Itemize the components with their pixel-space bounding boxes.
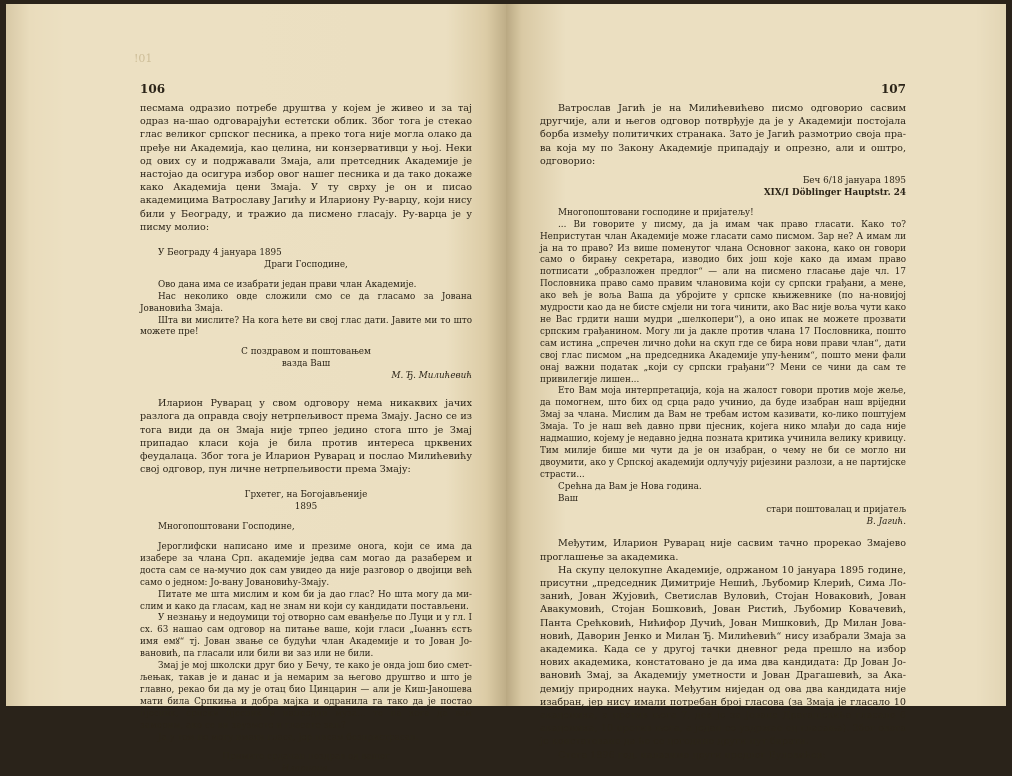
letter-closing: Срећна да Вам је Нова година. [558,481,702,492]
letter-signature: Илариона. [281,764,331,775]
letter-salutation: Многопоштовани Господине, [158,522,295,533]
right-page [506,4,1006,761]
letter-year: 1895 [294,502,318,513]
letter-salutation: Драги Господине, [264,259,348,270]
letter-salutation: Многопоштовани господине и пријатељу! [558,207,754,218]
letter-line: Јероглифски написано име и презиме онога, који се има да изабере за члана Срп. академије једва сам могао да разаберем и доста сам се на-мучио док сам увидео да није разговор о двојици већ само о једном: Јо-вану Јовановићу-Змају. [140,542,472,588]
paragraph: Међутим, Иларион Руварац није сасвим тачно прорекао Змајево проглашење за академика. [540,538,906,563]
paragraph: Ватрослав Јагић је на Милићевићево писмо одговорио сасвим другчије, али и његов одговор потврђује да је у Академији постојала борба између политичких странака. Зато је Јагић размотрио своја пра-ва која му по Закону Академије припадају и опрезно, али и оштро, одговорио: [540,103,906,167]
page-number: 106 [140,82,166,96]
paragraph: Стога 1896 год. налазимо други предлог Вуловићев: [558,749,826,761]
letter-place-date: Беч 6/18 јануара 1895 [802,176,906,187]
letter-closing: Ваш [558,493,578,504]
letter-line: Ја у том не могу имати гласа, јер нисам безпристрасан. [158,732,419,743]
letter-line: Нас неколико овде сложили смо се да гласамо за Јована Јовановића Змаја. [140,291,472,314]
paragraph: Иларион Руварац у свом одговору нема никаквих јачих разлога да оправда своју нетрпељивост према Змају. Јасно се из тога види да он Змаја није трпео једино стога што је Змај припадао класи која је била против интереса црквених феудалаца. Због тога је Иларион Руварац и послао Милићевићу свој одговор, пун личне нетрпељивости према Змају: [140,398,472,476]
letter-signature: В. Јагић. [866,517,906,528]
letter-line: Шта ви мислите? На кога ћете ви свој глас дати. Јавите ми то што можете пре! [140,315,472,338]
letter-closing: вазда Ваш [281,359,331,370]
letter-line: У незнању и недоумици тој отворно сам еванђеље по Луци и у гл. I сх. 63 нашао сам одговор на питање ваше, који гласи „Іωаннъ єстъ имя емꙋ“ тј. Јован звање се будући члан Академије и то Јован Јо-вановић, па гласали или били ви заз или не били. [140,613,472,660]
letter-milicevic [140,248,472,383]
letter-place-date: Грхетег, на Богојављеније [244,490,368,501]
letter-line: Питате ме шта мислим и ком би ја дао глас? Но шта могу да ми-слим и како да гласам, кад не знам ни који су кандидати постављени. [140,589,472,612]
letter-jagic [540,176,906,529]
letter-ruvarac [140,490,472,776]
letter-closing: Примите срдачан поздрав од вашег [222,752,390,763]
paragraph: На скупу целокупне Академије, одржаном 10 јануара 1895 године, присутни „председник Димитрије Нешић, Љубомир Клерић, Сима Ло-занић, Јован Жујовић, Светислав Вуловић, Стојан Новаковић, Јован Авакумовић, Стојан Бошковић, Јован Ристић, Љубомир Ковачевић, Панта Срећковић, Нићифор Дучић, Јован Мишковић, Др Милан Јова-новић, Даворин Јенко и Милан Ђ. Милићевић“ нису изабрали Змаја за академика. Када се у другој тачки дневног реда прешло на избор нових академика, констатовано је да има два кандидата: Др Јован Јо-вановић Змај, за Академију уметности и Јован Драгашевић, за Ака-демију природних наука. Међутим ниједан од ова два кандидата није изабран, јер нису имали потребан број гласова (за Змаја је гласало 10 академика, а против њега 7, док је за Јована Драгашевића гласало 6 академика, 10 против њега, а један се уздржао од гласања). Због овога је констатовано да ће се догодине други пут бирати. [540,564,906,748]
page-number: 107 [880,82,906,96]
letter-address: XIX/I Döblinger Hauptstr. 24 [763,187,906,198]
letter-closing: стари поштовалац и пријатељ [766,505,906,516]
letter-line: Ето Вам моја интерпретација, која на жалост говори против моје жеље, да помогнем, што бих од срца радо учинио, да буде изабран наш врijедни Змај за члана. Мислим да Вам не требам истом казивати, ко-лико поштујем Змаја. То је наш већ давно први пјесник, којега нико млађи до сада није надмашио, којему је недавно једна позната критика учинила велику кривицу. Тим милије бише ми чути да је он изабран, о чему не би се могло ни двоумити, ако у Српској академији одлучују ријезини разлози, а не партијске страсти... [540,386,906,480]
letter-place-date: У Београду 4 јануара 1895 [158,248,282,259]
letter-signature: М. Ђ. Милићевић [391,371,472,382]
stamp-mark: !01 [134,52,153,65]
left-page [6,4,506,775]
letter-closing: С поздравом и поштовањем [241,347,371,358]
paragraph: песмама одразио потребе друштва у којем је живео и за тај одраз на-шао одговарајући естетски облик. Због тога је стекао глас великог српског песника, а преко тога није могла олако да пређе ни Академија, као целина, ни конзервативци у њој. Неки од ових су и подржавали Змаја, али претседник Академије је настојао да осигура избор овог нашег песника и да тако докаже како Академија цени Змаја. У ту сврху је он и писао академицима Ватрославу Јагићу и Илариону Ру-варцу, који нису били у Београду, и тражио да писмено гласају. Ру-варца је у писму молио: [140,103,472,233]
book-spread [6,4,1006,775]
page-text [540,102,906,762]
letter-line: Змај је мој школски друг био у Бечу, те како је онда још био смет-љењак, такав је и данас и ја немарим за његово друштво и што је главно, рекао би да му је отац био Цинцарин — али је Киш-Јаношева мати била Српкиња и добра мајка и одранила га тако да је постао пјесник, српски пјесник и напредни муза... те на кога да вам замерим, ако се ви заузмете и гласате заљ? [140,661,472,731]
page-text [140,102,472,776]
letter-line: Ово дана има се изабрати један прави члан Академије. [158,279,417,290]
letter-line: ... Ви говорите у писму, да ја имам чак право гласати. Како то? Непристутан члан Академије може гласати само писмом. Зар не? А имам ли ја на то право? Из више поменутог члана Основног закона, како он говори само о бирању секретара, изводио бих још које како да имам право потписати „образложен предлог“ — али на писмено гласање даје чл. 17 Пословника право само правим члановима који су српски грађани, а мене, ако већ је воља Ваша да убројите у српске књижевнике (по на-новијој мудрости као да не бисте смјели ни тога чинити, ако Вас није воља чути како не Вас грдити наши мудри „шелкопери“), а оно ипак не можете прозвати српским грађанином. Могу ли ја дакле против члана 17 Пословника, пошто сам истина „спречен лично доћи на скуп где се бира нови прави члан“, дати свој глас писмом „на председника Академије упу-ћеним“, пошто мени фали онај важни податак „који су српски грађани“? Мени се чини да сам те привилегије лишен... [540,219,906,385]
